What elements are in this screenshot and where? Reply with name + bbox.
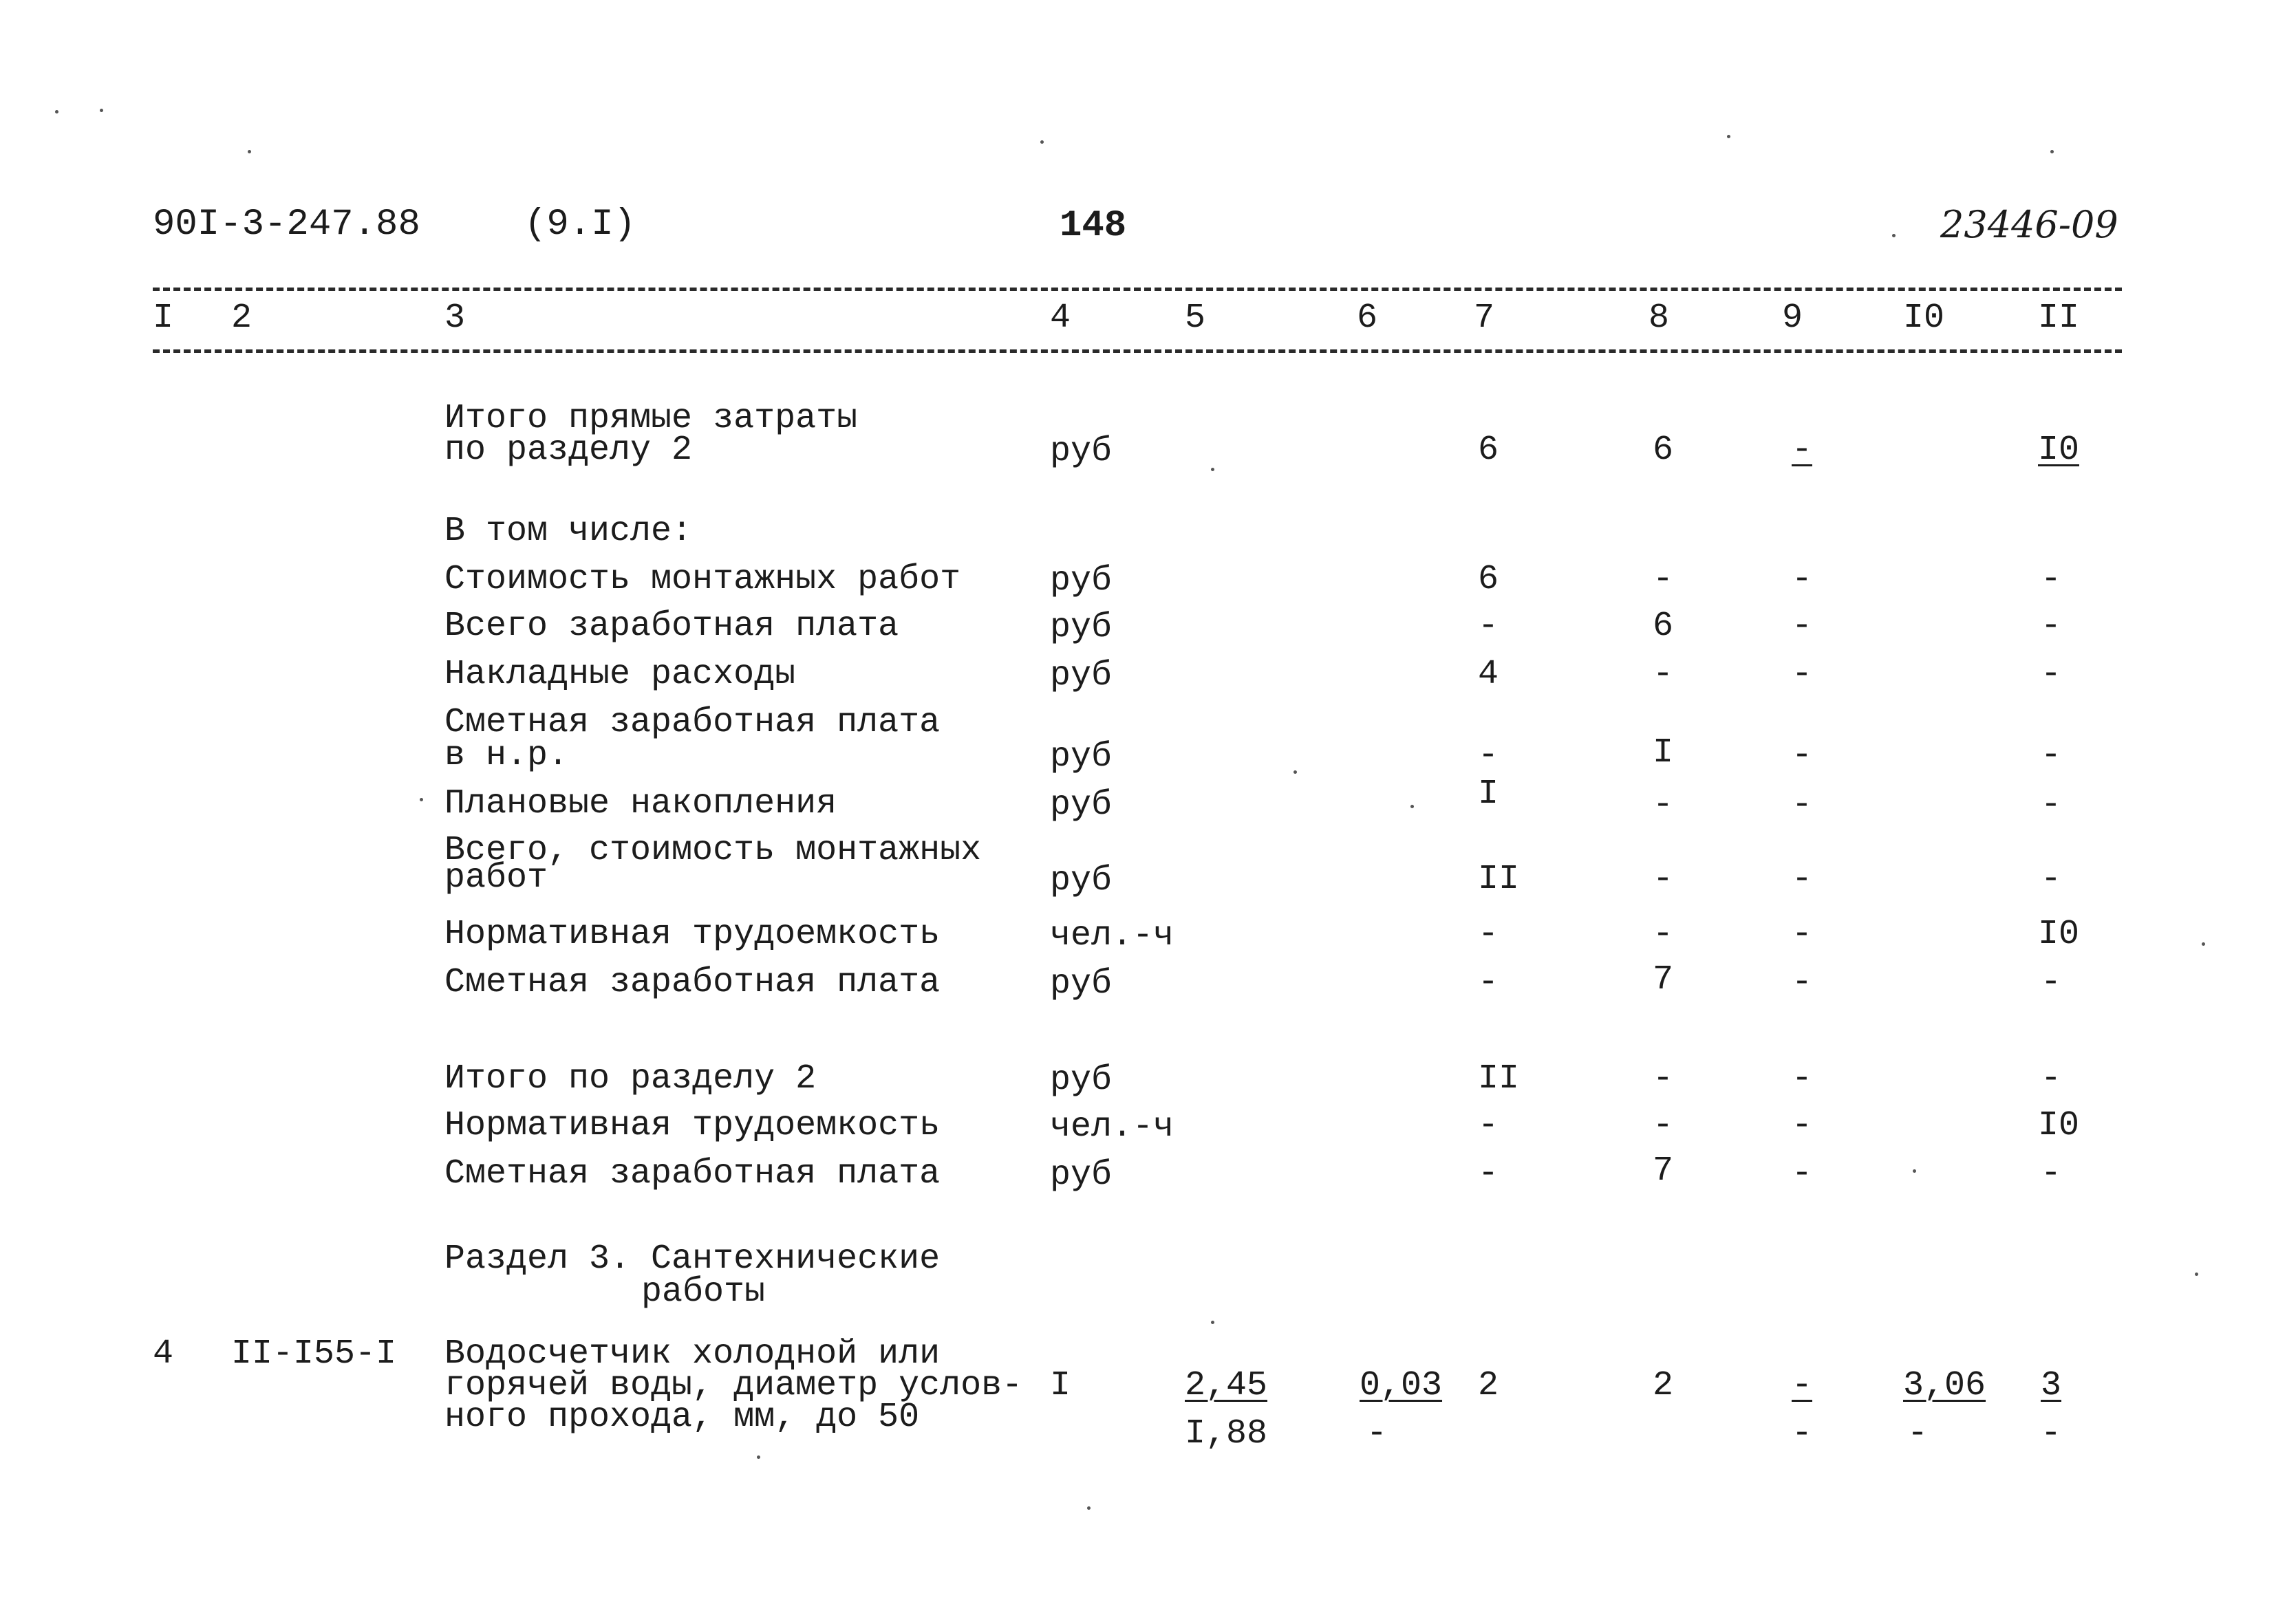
cell-col-9: - <box>1792 963 1813 1002</box>
column-header-11: II <box>2038 299 2080 338</box>
row-code: II-I55-I <box>231 1334 397 1374</box>
row-label: Плановые накопления <box>444 784 837 823</box>
cell-col-6-bottom: - <box>1366 1414 1388 1453</box>
row-unit: руб <box>1050 656 1113 695</box>
cell-col-8: - <box>1653 915 1674 954</box>
cell-col-9: - <box>1792 607 1813 646</box>
row-label-line-2: горячей воды, диаметр услов- <box>444 1366 1023 1405</box>
row-unit: чел.-ч <box>1050 916 1174 955</box>
cell-col-11: - <box>2041 786 2062 825</box>
cell-col-8: 6 <box>1653 431 1674 470</box>
row-label: Итого по разделу 2 <box>444 1059 817 1098</box>
row-unit: чел.-ч <box>1050 1107 1174 1147</box>
row-label-line-2: по разделу 2 <box>444 431 693 470</box>
cell-col-9: - <box>1792 431 1813 470</box>
cell-col-8: - <box>1653 655 1674 694</box>
cell-col-5-bottom: I,88 <box>1185 1414 1268 1453</box>
cell-col-9: - <box>1792 786 1813 825</box>
row-label: Накладные расходы <box>444 655 796 694</box>
cell-col-9: - <box>1792 560 1813 599</box>
row-label: Нормативная трудоемкость <box>444 1106 941 1145</box>
row-unit: руб <box>1050 964 1113 1004</box>
cell-col-11: - <box>2041 607 2062 646</box>
column-header-2: 2 <box>231 299 253 338</box>
column-header-1: I <box>153 299 174 338</box>
cell-col-11-top: 3 <box>2041 1366 2062 1405</box>
row-label: Всего заработная плата <box>444 607 899 646</box>
cell-col-8: - <box>1653 786 1674 825</box>
cell-col-8: - <box>1653 560 1674 599</box>
cell-col-7: - <box>1478 963 1499 1002</box>
cell-col-8: 2 <box>1653 1366 1674 1405</box>
cell-col-9: - <box>1792 915 1813 954</box>
row-label: Стоимость монтажных работ <box>444 560 961 599</box>
cell-col-7: II <box>1478 860 1520 899</box>
cell-col-9: - <box>1792 860 1813 899</box>
row-unit: руб <box>1050 786 1113 825</box>
header-top-rule <box>153 288 2122 291</box>
cell-col-9: - <box>1792 736 1813 775</box>
cell-col-8: 7 <box>1653 1151 1674 1191</box>
cell-col-6-top: 0,03 <box>1360 1366 1443 1405</box>
cell-col-10-top: 3,06 <box>1903 1366 1986 1405</box>
cell-col-8: - <box>1653 1059 1674 1098</box>
row-unit: руб <box>1050 1156 1113 1195</box>
cell-col-7: - <box>1478 1154 1499 1193</box>
cell-col-4: I <box>1050 1366 1071 1405</box>
column-header-10: I0 <box>1903 299 1945 338</box>
cell-col-7: 4 <box>1478 655 1499 694</box>
header-bottom-rule <box>153 349 2122 353</box>
cell-col-11: - <box>2041 860 2062 899</box>
including-label: В том числе: <box>444 512 693 551</box>
cell-col-8: - <box>1653 860 1674 899</box>
row-label: Сметная заработная плата <box>444 963 941 1002</box>
cell-col-7: - <box>1478 607 1499 646</box>
row-unit: руб <box>1050 737 1113 777</box>
row-label-line-3: ного прохода, мм, до 50 <box>444 1398 920 1437</box>
section-reference: (9.I) <box>524 204 636 246</box>
row-unit: руб <box>1050 432 1113 471</box>
cell-col-11: I0 <box>2038 1106 2080 1145</box>
section-heading-line-2: работы <box>641 1273 766 1312</box>
cell-col-8: 7 <box>1653 960 1674 999</box>
document-code: 90I-3-247.88 <box>153 204 420 246</box>
cell-col-11: I0 <box>2038 915 2080 954</box>
row-label-line-2: в н.р. <box>444 736 569 775</box>
cell-col-8: - <box>1653 1106 1674 1145</box>
row-label-line-1: Сметная заработная плата <box>444 703 941 742</box>
row-unit: руб <box>1050 608 1113 647</box>
row-label-line-1: Всего, стоимость монтажных <box>444 831 982 870</box>
cell-col-5-top: 2,45 <box>1185 1366 1268 1405</box>
cell-col-11: - <box>2041 1154 2062 1193</box>
column-header-5: 5 <box>1185 299 1206 338</box>
column-header-8: 8 <box>1649 299 1670 338</box>
archive-number: 23446-09 <box>1940 203 2118 246</box>
cell-col-9-bottom: - <box>1792 1414 1813 1453</box>
cell-col-11: I0 <box>2038 431 2080 470</box>
row-label-line-2: работ <box>444 858 548 898</box>
cell-col-8: I <box>1653 733 1674 772</box>
cell-col-11-bottom: - <box>2041 1414 2062 1453</box>
row-unit: руб <box>1050 861 1113 900</box>
column-header-6: 6 <box>1357 299 1378 338</box>
cell-col-9-top: - <box>1792 1366 1813 1405</box>
column-header-3: 3 <box>444 299 466 338</box>
cell-col-11: - <box>2041 655 2062 694</box>
cell-col-7: - <box>1478 915 1499 954</box>
column-header-4: 4 <box>1050 299 1071 338</box>
row-number: 4 <box>153 1334 174 1374</box>
cell-col-10-bottom: - <box>1907 1414 1929 1453</box>
cell-col-9: - <box>1792 1106 1813 1145</box>
cell-col-7: - <box>1478 736 1499 775</box>
cell-col-9: - <box>1792 1154 1813 1193</box>
cell-col-7: - <box>1478 1106 1499 1145</box>
page-number: 148 <box>1060 205 1127 247</box>
row-label-line-1: Итого прямые затраты <box>444 399 858 438</box>
cell-col-11: - <box>2041 1059 2062 1098</box>
cell-col-11: - <box>2041 560 2062 599</box>
cell-col-7: 6 <box>1478 560 1499 599</box>
row-label-line-1: Водосчетчик холодной или <box>444 1334 941 1374</box>
cell-col-9: - <box>1792 655 1813 694</box>
cell-col-7: II <box>1478 1059 1520 1098</box>
column-header-9: 9 <box>1782 299 1803 338</box>
cell-col-7: I <box>1478 775 1499 814</box>
cell-col-11: - <box>2041 963 2062 1002</box>
section-heading-line-1: Раздел 3. Сантехнические <box>444 1239 941 1279</box>
cell-col-7: 6 <box>1478 431 1499 470</box>
column-header-7: 7 <box>1474 299 1495 338</box>
row-label: Сметная заработная плата <box>444 1154 941 1193</box>
cell-col-7: 2 <box>1478 1366 1499 1405</box>
row-unit: руб <box>1050 1061 1113 1100</box>
cell-col-9: - <box>1792 1059 1813 1098</box>
cell-col-11: - <box>2041 736 2062 775</box>
cell-col-8: 6 <box>1653 607 1674 646</box>
row-label: Нормативная трудоемкость <box>444 915 941 954</box>
row-unit: руб <box>1050 561 1113 600</box>
